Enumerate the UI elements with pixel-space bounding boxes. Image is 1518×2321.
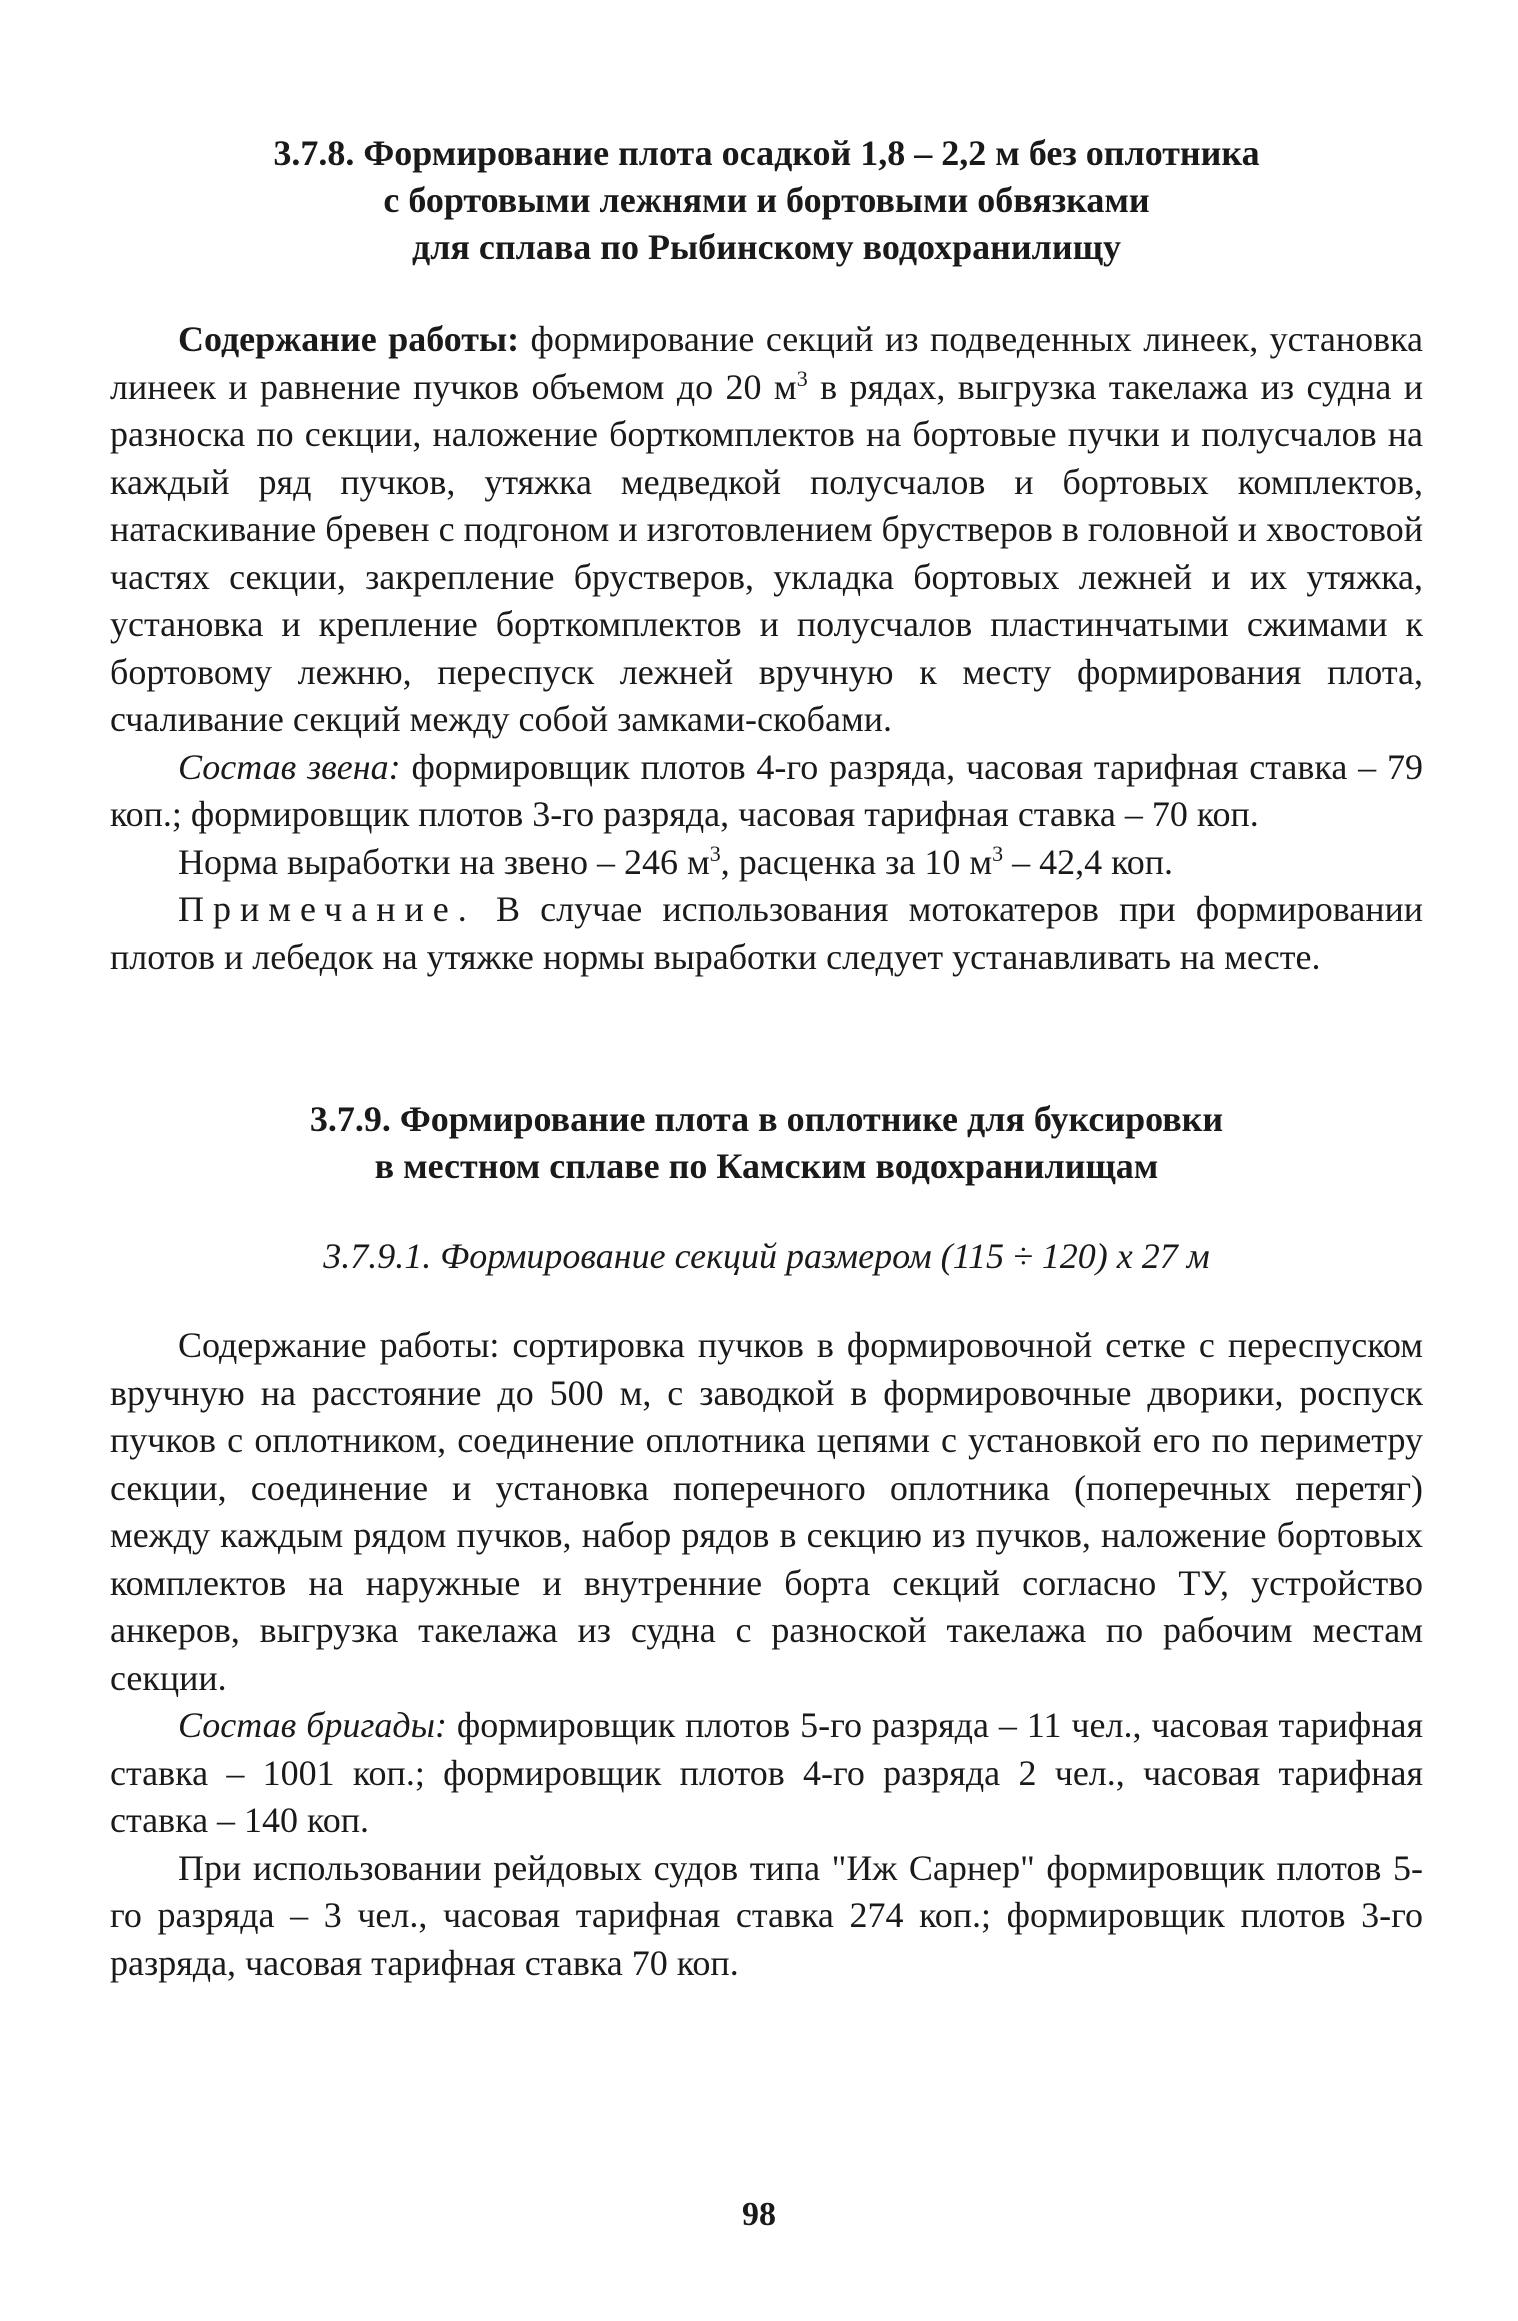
note-text: В случае использования мотокатеров при формировании плотов и лебедок на утяжке нормы выработки следует устанавливать на месте. [110,889,1423,977]
content-text: сортировка пучков в формировочной сетке с переспуском вручную на расстояние до 500 м, с заводкой в формировочные дворики, роспуск пучков с оплотником, соединение оплотника цепями с установкой его по периметру секции, соединение и установка поперечного оплотника (поперечных перетяг) между каждым рядом пучков, набор рядов в секцию из пучков, наложение бортовых комплектов на наружные и внутренние борта секций согласно ТУ, устройство анкеров, выгрузка такелажа из судна с разноской такелажа по рабочим местам секции. [110,1325,1423,1698]
section-379-heading [110,1096,1423,1190]
note-label: Примечание. [178,889,476,929]
crew-label: Состав бригады: [178,1705,447,1745]
section-378-crew [110,744,1423,839]
norm-text: Норма выработки на звено – 246 м [178,841,710,882]
superscript: 3 [796,365,808,391]
content-text-continued: в рядах, выгрузка такелажа из судна и разноска по секции, наложение борткомплектов на бортовые пучки и полусчалов на каждый ряд пучков, утяжка медведкой полусчалов и бортовых комплектов, натаскивание бревен с подгоном и изготовлением брустверов в головной и хвостовой частях секции, закрепление брустверов, укладка бортовых лежней и их утяжка, установка и крепление борткомплектов и полусчалов пластинчатыми сжимами к бортовому лежню, переспуск лежней вручную к месту формирования плота, счаливание секций между собой замками-скобами. [110,366,1423,739]
section-378-norm [110,839,1423,887]
section-379-extra: При использовании рейдовых судов типа "Иж Сарнер" формировщик плотов 5-го разряда – 3 чел., часовая тарифная ставка 274 коп.; формировщик плотов 3-го разряда, часовая тарифная ставка 70 коп. [110,1847,1423,1983]
heading-line: для сплава по Рыбинскому водохранилищу [412,227,1121,267]
crew-text: формировщик плотов 5-го разряда – 11 чел., часовая тарифная ставка – 1001 коп.; формировщик плотов 4-го разряда 2 чел., часовая тарифная ставка – 140 коп. [110,1705,1423,1840]
norm-text: – 42,4 коп. [1003,841,1174,882]
norm-text: , расценка за 10 м [720,841,993,882]
crew-label: Состав звена: [178,746,401,787]
superscript: 3 [992,840,1004,866]
section-379-crew [110,1702,1423,1845]
heading-line: в местном сплаве по Камским водохранилищам [374,1146,1159,1186]
section-3791-subheading: 3.7.9.1. Формирование секций размером (115 ÷ 120) х 27 м [323,1236,1210,1276]
heading-line: 3.7.9. Формирование плота в оплотнике для буксировки [309,1099,1224,1139]
heading-line: 3.7.8. Формирование плота осадкой 1,8 – 2,2 м без оплотника [273,133,1260,173]
content-label: Содержание работы: [178,319,520,359]
section-378-heading [110,130,1423,271]
content-label: Содержание работы: [178,1325,500,1365]
section-378-content [110,316,1423,744]
heading-line: с бортовыми лежнями и бортовыми обвязками [383,180,1150,220]
crew-text: формировщик плотов 4-го разряда, часовая тарифная ставка – 79 коп.; формировщик плотов 3-го разряда, часовая тарифная ставка – 70 коп. [110,746,1423,834]
page-number: 98 [742,2196,776,2233]
content-text: формирование секций из подведенных линеек, установка линеек и равнение пучков объемом до 20 м [110,319,1423,407]
superscript: 3 [709,840,721,866]
section-379-content [110,1322,1423,1702]
section-378-note [110,886,1423,981]
